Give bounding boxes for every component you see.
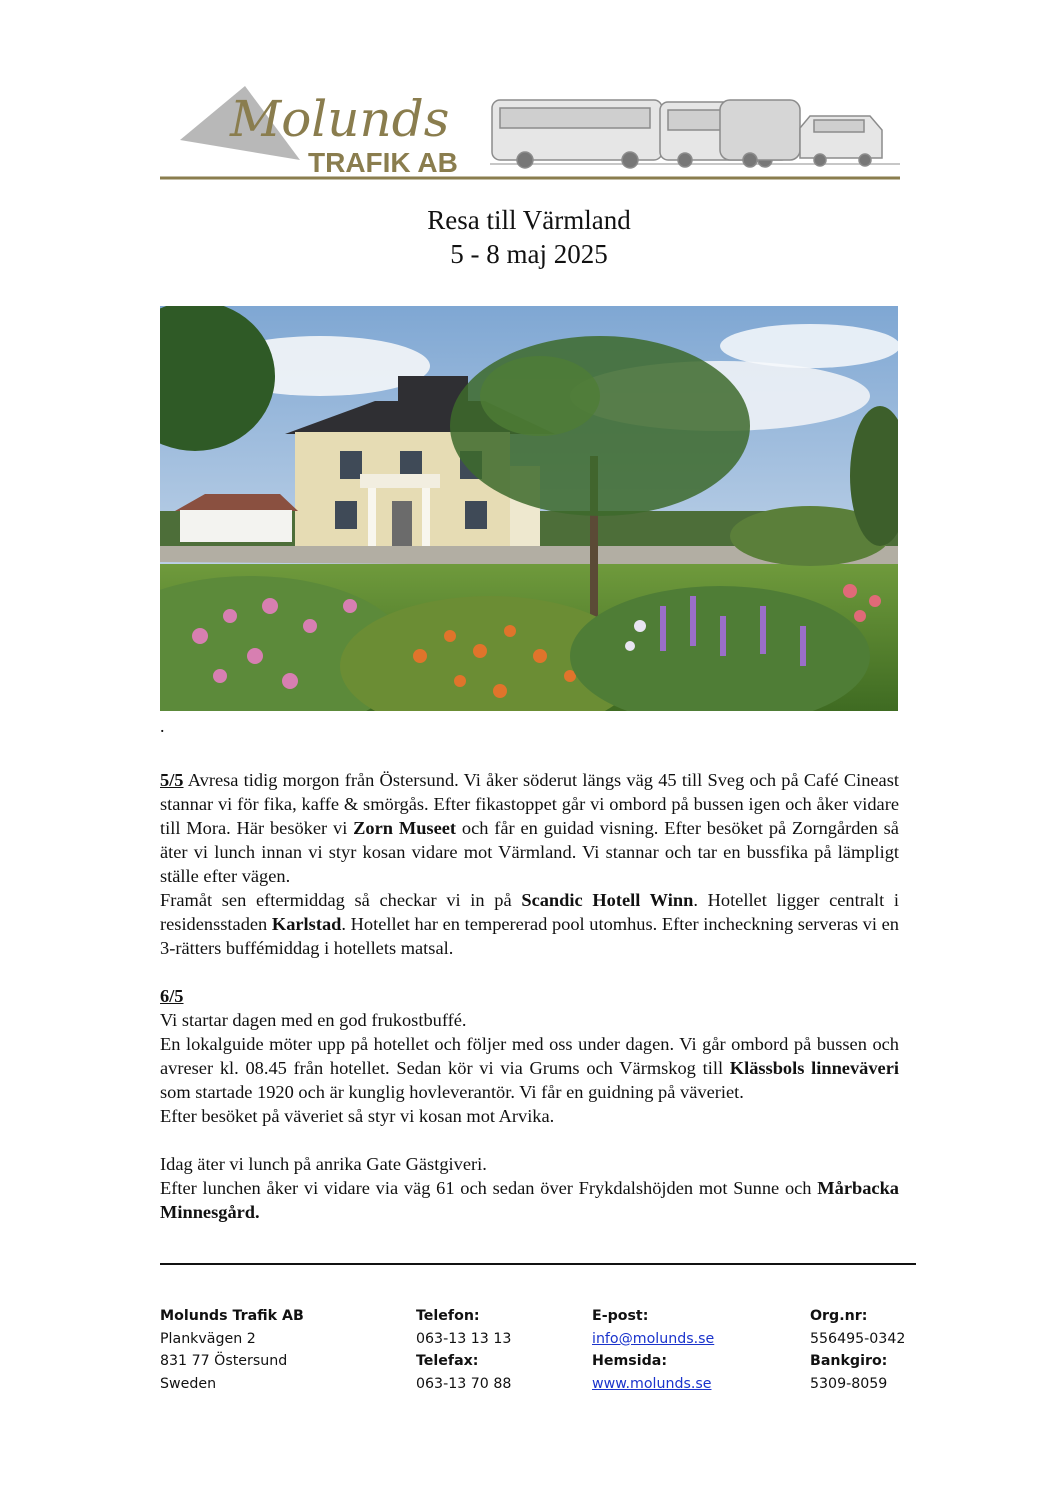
itinerary-text bbox=[160, 768, 899, 1224]
footer-divider bbox=[160, 1263, 916, 1265]
day2-date-line bbox=[160, 984, 899, 1008]
day2-paragraph-5 bbox=[160, 1176, 899, 1224]
scandic-hotell-winn: Scandic Hotell Winn bbox=[521, 890, 694, 910]
phone-label: Telefon: bbox=[416, 1308, 480, 1324]
company-logo bbox=[160, 80, 900, 182]
day2-text-c: som startade 1920 och är kunglig hovleverantör. Vi får en guidning på väveriet. bbox=[160, 1082, 744, 1102]
day1-paragraph-2 bbox=[160, 888, 899, 960]
email-link[interactable]: info@molunds.se bbox=[592, 1330, 715, 1347]
day1-text-e: . Hotellet ligger centralt i residensstaden bbox=[160, 890, 900, 934]
stray-period: . bbox=[160, 716, 165, 736]
fax-label: Telefax: bbox=[416, 1353, 479, 1369]
day2-text-e: Efter lunchen åker vi vidare via väg 61 och sedan över Frykdalshöjden mot Sunne och bbox=[160, 1178, 818, 1198]
website-link[interactable]: www.molunds.se bbox=[592, 1375, 712, 1392]
footer-phone bbox=[416, 1305, 511, 1395]
trip-name: Resa till Värmland bbox=[427, 205, 631, 235]
day1-text-c: och får en guidad visning. Efter besöket på Zorngården så äter vi lunch innan vi styr kosan vidare mot Värmland. Vi stannar och tar en bussfika på lämpligt ställe efter vägen. bbox=[160, 818, 899, 886]
day1-text-a: Avresa tidig morgon från Östersund. Vi åker söderut längs väg 45 till Sveg och på Café Cineast stannar vi för fika, kaffe & smörgås. Efter fikastoppet går vi ombord på bussen igen och åker vidare till Mora. Här besöker vi bbox=[160, 770, 899, 838]
day2-paragraph-1: Vi startar dagen med en god frukostbuffé. bbox=[160, 1010, 467, 1030]
manor-garden-photo bbox=[160, 306, 898, 711]
day1-text-d: Framåt sen eftermiddag så checkar vi in på bbox=[160, 890, 522, 910]
footer-contact bbox=[592, 1305, 714, 1395]
bankgiro-number: 5309-8059 bbox=[810, 1375, 888, 1392]
bankgiro-label: Bankgiro: bbox=[810, 1353, 888, 1369]
org-label: Org.nr: bbox=[810, 1308, 868, 1324]
company-name: Molunds Trafik AB bbox=[160, 1308, 304, 1324]
karlstad: Karlstad bbox=[271, 914, 342, 934]
day2-date: 6/5 bbox=[160, 986, 184, 1006]
logo-wordmark: Molunds bbox=[230, 90, 450, 148]
bus-illustration-icon bbox=[492, 100, 882, 168]
footer-registration bbox=[810, 1305, 905, 1395]
day1-date: 5/5 bbox=[160, 770, 184, 790]
zorn-museet: Zorn Museet bbox=[353, 818, 457, 838]
day1-paragraph bbox=[160, 768, 899, 888]
document-title bbox=[0, 203, 1058, 271]
klassbols-linnevaveri: Klässbols linneväveri bbox=[729, 1058, 899, 1078]
marbacka-minnesgard: Mårbacka Minnesgård. bbox=[160, 1178, 899, 1222]
day1-text-f: . Hotellet har en tempererad pool utomhus. Efter incheckning serveras vi en 3-rätters buffémiddag i hotellets matsal. bbox=[160, 914, 899, 958]
fax-number: 063-13 70 88 bbox=[416, 1375, 512, 1392]
day2-paragraph-2 bbox=[160, 1032, 899, 1104]
org-number: 556495-0342 bbox=[810, 1330, 906, 1347]
footer-address bbox=[160, 1305, 304, 1395]
day2-paragraph-4: Idag äter vi lunch på anrika Gate Gästgiveri. bbox=[160, 1154, 487, 1174]
postal-city: 831 77 Östersund bbox=[160, 1353, 288, 1369]
letterhead bbox=[160, 80, 900, 182]
phone-number: 063-13 13 13 bbox=[416, 1330, 512, 1347]
day2-paragraph-3: Efter besöket på väveriet så styr vi kosan mot Arvika. bbox=[160, 1106, 555, 1126]
trip-dates: 5 - 8 maj 2025 bbox=[450, 239, 608, 269]
street-address: Plankvägen 2 bbox=[160, 1330, 256, 1347]
country: Sweden bbox=[160, 1375, 217, 1392]
email-label: E-post: bbox=[592, 1308, 649, 1324]
logo-subtitle: TRAFIK AB bbox=[308, 147, 458, 178]
day2-text-a: En lokalguide möter upp på hotellet och följer med oss under dagen. Vi går ombord på bussen och avreser kl. 08.45 från hotellet. Sedan kör vi via Grums och Värmskog till bbox=[160, 1034, 899, 1078]
web-label: Hemsida: bbox=[592, 1353, 667, 1369]
